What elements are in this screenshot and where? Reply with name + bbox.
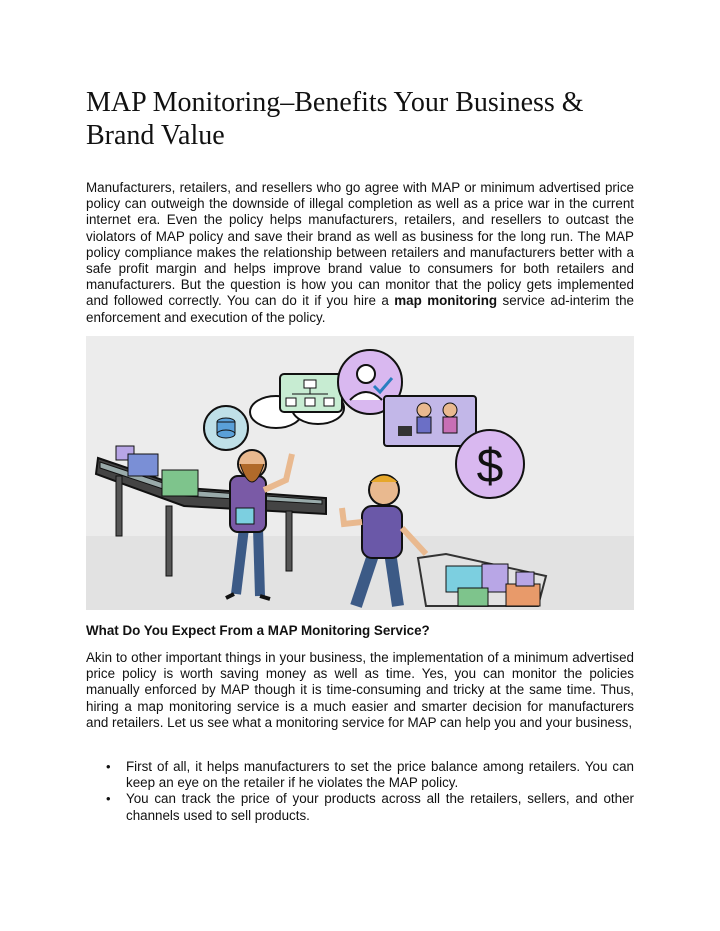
dollar-icon (456, 430, 524, 498)
list-item-text: First of all, it helps manufacturers to set the price balance among retailers. You can keep an eye on the retailer if he violates the MAP policy. (126, 759, 634, 791)
video-call-icon (384, 396, 476, 446)
dollar-sign: $ (476, 440, 504, 493)
illustration-svg (86, 336, 634, 610)
flowchart-icon (280, 374, 342, 412)
intro-text-before: Manufacturers, retailers, and resellers who go agree with MAP or minimum advertised price policy can outweigh the downside of illegal completion as well as a price war in the current internet era. Even the policy helps manufacturers, retailers, and resellers to outcast the violators of MAP policy and save their brand as well as business for the long run. The MAP policy compliance makes the relationship between retailers and manufacturers better with a safe profit margin and helps improve brand value to consumers for both retailers and manufacturers. But the question is how you can monitor that the policy gets implemented and followed correctly. You can do it if you hire a (86, 180, 634, 309)
benefit-list (86, 759, 634, 824)
intro-text-after: service ad-interim the enforcement and execution of the policy. (86, 293, 634, 325)
section-heading: What Do You Expect From a MAP Monitoring Service? (86, 623, 430, 638)
list-item (86, 759, 634, 791)
section-paragraph: Akin to other important things in your business, the implementation of a minimum advertised price policy is worth saving money as well as time. Yes, you can monitor the policies manually enforced by MAP though it is time-consuming and tricky at the same time. Thus, hiring a map monitoring service is a much easier and smarter decision for manufacturers and retailers. Let us see what a monitoring service for MAP can help you and your business, (86, 650, 634, 730)
map-monitoring-illustration (86, 336, 634, 610)
intro-paragraph (86, 180, 634, 326)
database-icon (204, 406, 248, 450)
page-title: MAP Monitoring–Benefits Your Business & Brand Value (86, 87, 584, 151)
map-monitoring-keyword: map monitoring (394, 293, 498, 309)
list-item-text: You can track the price of your products across all the retailers, sellers, and other channels used to sell products. (126, 791, 634, 823)
bullet-marker: • (106, 759, 111, 774)
list-item (86, 791, 634, 823)
bullet-marker: • (106, 791, 111, 807)
